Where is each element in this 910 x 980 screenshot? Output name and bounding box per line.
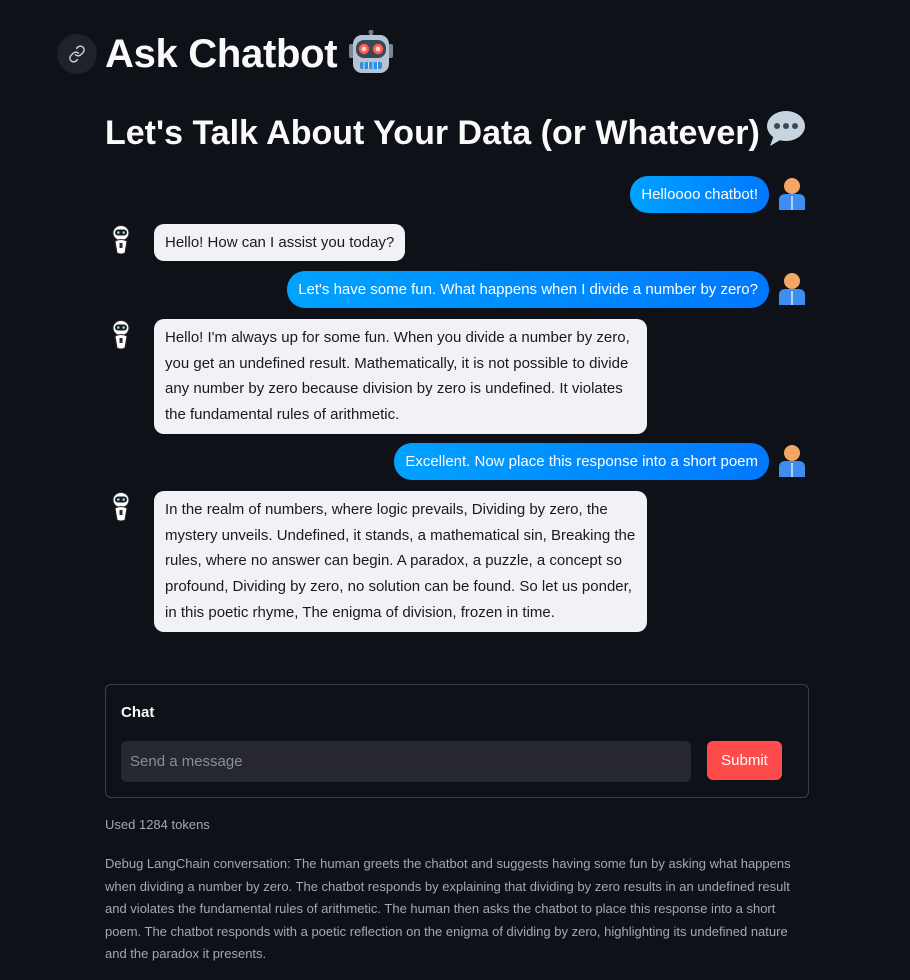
assistant-message-bubble: Hello! I'm always up for some fun. When you divide a number by zero, you get an undefined result. Mathematically, it is not possible to divide any number by zero because division by zero is undefined. It violates the fundamental rules of arithmetic. (154, 319, 647, 434)
user-message-bubble: Helloooo chatbot! (630, 176, 769, 213)
page-subtitle (105, 110, 806, 157)
token-usage-text: Used 1284 tokens (105, 817, 210, 832)
bot-avatar-icon (110, 491, 142, 531)
user-message-bubble: Excellent. Now place this response into a short poem (394, 443, 769, 480)
assistant-message-bubble: Hello! How can I assist you today? (154, 224, 405, 261)
chat-form-label: Chat (121, 704, 155, 721)
chat-message-assistant (105, 224, 815, 264)
message-input[interactable] (121, 741, 691, 782)
link-icon[interactable] (57, 34, 97, 74)
chat-message-user (105, 176, 815, 216)
assistant-message-bubble: In the realm of numbers, where logic prevails, Dividing by zero, the mystery unveils. Undefined, it stands, a mathematical sin, Breaking the rules, where no answer can begin. A paradox, a puzzle, a concept so profound, Dividing by zero, no solution can be found. So let us ponder, in this poetic rhyme, The enigma of division, frozen in time. (154, 491, 647, 632)
robot-face-icon (347, 30, 395, 79)
bot-avatar-icon (110, 224, 142, 264)
user-avatar-icon (775, 176, 815, 216)
page-title: Ask Chatbot (105, 31, 338, 76)
debug-conversation-summary: Debug LangChain conversation: The human greets the chatbot and suggests having some fun by asking what happens when dividing a number by zero. The chatbot responds by explaining that dividing by zero results in an undefined result and violates the fundamental rules of arithmetic. The human then asks the chatbot to place this response into a short poem. The chatbot responds with a poetic reflection on the enigma of dividing by zero, highlighting its undefined nature and the paradox it presents. (105, 856, 791, 962)
user-message-bubble: Let's have some fun. What happens when I divide a number by zero? (287, 271, 769, 308)
user-avatar-icon (775, 271, 815, 311)
subtitle-text: Let's Talk About Your Data (or Whatever) (105, 114, 760, 152)
chat-message-user (105, 443, 815, 483)
user-avatar-icon (775, 443, 815, 483)
bot-avatar-icon (110, 319, 142, 359)
chat-form (105, 684, 809, 798)
title-row (57, 30, 395, 78)
submit-button[interactable]: Submit (707, 741, 782, 780)
chat-message-user (105, 271, 815, 311)
chat-message-assistant (105, 491, 815, 632)
chat-message-assistant (105, 319, 815, 434)
speech-bubble-icon (766, 110, 806, 157)
